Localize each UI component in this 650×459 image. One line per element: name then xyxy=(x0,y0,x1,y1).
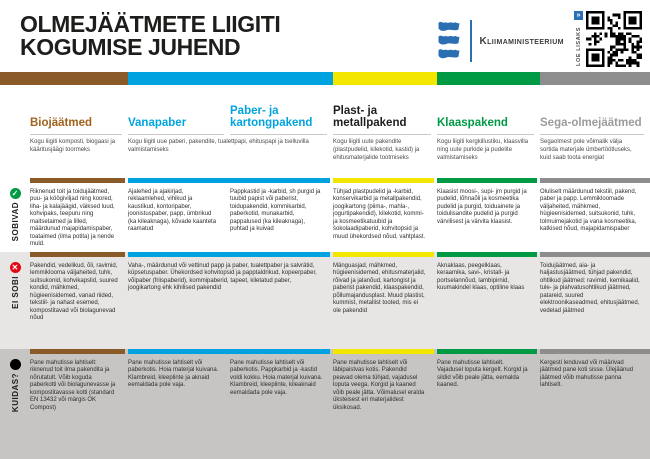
qr-block xyxy=(573,11,642,67)
row-label-text: KUIDAS? xyxy=(10,373,20,413)
cell-not-suitable-glass: Aknaklaas, peegelklaas, keraamika, savi-, kristall- ja portselannõud, lambipirnid, kuumakindel klaas, optiline klaas xyxy=(437,263,525,292)
column-title-cardboard: Paber- ja kartongpakend xyxy=(230,105,327,135)
cell-not-suitable-mixed: Toidujäätmed, aia- ja haljastusjäätmed, tühjad pakendid, ohtlikud jäätmed: ravimid, kemikaalid, tule- ja plahvatusohtlikud jäätmed, patareid, suured elektroonikaseadmed, ehitusjäätmed, vedelad jäätmed xyxy=(540,263,640,314)
cell-suitable-paper: Ajalehed ja ajakirjad, reklaamlehed, vihikud ja kaustikud, kontoripaber, joonistuspaber, papp, ümbrikud (ka kileaknaga), kõvade kaanteta raamatud xyxy=(128,189,217,233)
page-title xyxy=(20,13,280,60)
bar-biowaste xyxy=(0,72,128,85)
column-desc-mixed: Segaolmest pole võimalik välja sortida materjale ümbertöötluseks, kuid saab toota energiat xyxy=(540,139,632,161)
cell-suitable-plastic-metal: Tühjad plastpudelid ja -karbid, konservikarbid ja metallpakendid, joogikartong (piima-, mahla-, jogurtipakendid), kilekotid, kommi- ja kosmeetikatuubid ja šokolaadipaberid, kohvitopsid ja muud ühekordsed nõud, vahtplast. xyxy=(333,189,426,240)
cross-icon: ✕ xyxy=(10,262,21,273)
qr-side xyxy=(573,11,584,67)
dot-icon xyxy=(10,359,21,370)
coat-of-arms-icon xyxy=(436,20,462,62)
bar-paper xyxy=(128,72,333,85)
section-not-suitable xyxy=(0,252,650,349)
column-title-paper: Vanapaber xyxy=(128,117,224,135)
section-suitable xyxy=(0,178,650,252)
column-desc-glass: Kogu liigiti kergkillustiku, klaasvilla ning uute purkide ja pudelite valmistamiseks xyxy=(437,139,529,161)
bar-glass xyxy=(437,72,540,85)
column-desc-paper-cardboard: Kogu liigiti uue paberi, pakendite, tualettpapi, ehituspapi ja tselluvilla valmistamiseks xyxy=(128,139,309,153)
column-title-plastic-metal: Plast- ja metallpakend xyxy=(333,105,431,135)
check-icon: ✓ xyxy=(10,188,21,199)
cell-how-glass: Pane mahutisse lahtiselt. Vajadusel loputa kergelt. Korgid ja sildid võib peale jätta, eemalda kaaned. xyxy=(437,360,528,389)
cell-how-biowaste: Pane mahutisse lahtiselt: riknenud toit ilma pakendita ja nõrutatult. Võib koguda paberkotti või biolagunevasse ja kompostitavasse kotti (standard EN 13432 või märgis OK Compost) xyxy=(30,360,116,411)
cell-not-suitable-plastic-metal: Mänguasjad, mähkmed, hügieenisidemed, ehitusmaterjalid, rõivad ja jalanõud, kartongist ja paberist pakendid, klaaspakendid, põllumajandusplast. Muud plastist, kummist, metallist tooted, mis ei ole pakendid xyxy=(333,263,426,314)
cell-suitable-mixed: Oluliselt määrdunud tekstiil, pakend, paber ja papp. Lemmikloomade väljaheited, mähkmed, hügieenisidemed, suitsukonid, tuhk, tolmuimejakotid ja vana kosmeetika, katkised nõud, majapidamispaber xyxy=(540,189,637,233)
column-desc-biowaste: Kogu liigiti komposti, biogaasi ja kääritusjäägi toormeks xyxy=(30,139,116,153)
column-desc-plastic-metal: Kogu liigiti uute pakendite (plastpudelid, kilekotid, kastid) ja ehitusmaterjalide tootmiseks xyxy=(333,139,420,161)
bar-plastic-metal xyxy=(333,72,437,85)
cell-how-plastic-metal: Pane mahutisse lahtiselt või läbipaistvas kotis. Pakendid peavad olema tühjad, vajadusel loputa veega. Korgid ja kaaned võib peale jätta. Võimalusel eralda üksteisest eri materjalidest üksikosad. xyxy=(333,360,425,411)
section-how xyxy=(0,349,650,459)
logo-divider xyxy=(470,20,472,62)
page-title-line1: OLMEJÄÄTMETE LIIGITI xyxy=(20,11,281,37)
row-label-not-suitable xyxy=(0,257,30,349)
row-label-suitable xyxy=(0,183,30,252)
cell-suitable-glass: Klaasist moosi-, supi- jm purgid ja pudelid, lõhnaõli ja kosmeetika pudelid ja purgid, toiduainete ja toidulisandite pudelid ja purgid värvilisest ja värvita klaasist. xyxy=(437,189,527,225)
qr-code xyxy=(586,11,642,67)
row-label-text: EI SOBI xyxy=(10,276,20,309)
column-title-mixed: Sega-olmejäätmed xyxy=(540,117,644,135)
cell-not-suitable-biowaste: Pakendid, vedelikud, õli, ravimid, lemmiklooma väljaheited, tuhk, suitsukonid, kohvikapslid, suured kondid, mähkmed, hügieenisidemed, vanad riided, tekstiil- ja nahast esemed, kompostitavad või biolagunevad nõud xyxy=(30,263,118,322)
category-color-bar xyxy=(0,72,650,85)
row-label-text: SOBIVAD xyxy=(10,202,20,242)
row-label-how xyxy=(0,354,30,459)
header xyxy=(0,0,650,72)
bar-mixed xyxy=(540,72,650,85)
column-title-biowaste: Biojäätmed xyxy=(30,117,122,135)
qr-arrow-icon: » xyxy=(574,11,583,20)
ministry-name: Kliimaministeerium xyxy=(479,35,564,47)
qr-label: LOE LISAKS xyxy=(575,26,582,66)
cell-how-cardboard: Pane mahutisse lahtiselt või paberkotis. Pappkarbid ja -kastid voldi kokku. Hoia materjal kuivana. Klambreid, kleeplinte, kileaknaid eemaldada pole vaja. xyxy=(230,360,323,396)
cell-how-mixed: Kergesti lenduvad või määrivad jäätmed pane koti sisse. Ülejäänud jäätmed võib mahutisse panna lahtiselt. xyxy=(540,360,634,389)
cell-not-suitable-paper-cardboard: Vaha-, määrdunud või vettinud papp ja paber, tualettpaber ja salvrätid, küpsetuspaber. Ühekordsed kohvitopsid ja papptaldrikud, kopeerpaber, võipaber (friispaberid), kommipaberid, tapeet, kiletatud paber, joogikartong ehk kihilised pakendid xyxy=(128,263,317,292)
column-title-glass: Klaaspakend xyxy=(437,117,534,135)
cell-suitable-cardboard: Pappkastid ja -karbid, sh purgid ja tuubid papist või paberist, toidupakendid, kommikarbid, paberkotid, munakarbid, pappalused (ka kileaknaga), puhtad ja kuivad xyxy=(230,189,321,233)
cell-suitable-biowaste: Riknenud toit ja toidujäätmed, puu- ja köögiviljad ning koored, liha- ja kalajäägid, väiksed luud, kohvipaks, teepuru ning maitsetaimed ja lilled, määrdunud majapidamispaber, toataimed (ilma potita) ja nende muld. xyxy=(30,189,115,248)
cell-how-paper: Pane mahutisse lahtiselt või paberkotis. Hoia materjal kuivana. Klambreid, kleeplinte ja aknaid eemaldada pole vaja. xyxy=(128,360,219,389)
page-title-line2: KOGUMISE JUHEND xyxy=(20,34,241,61)
ministry-logo xyxy=(436,20,564,62)
column-headers xyxy=(0,85,650,178)
